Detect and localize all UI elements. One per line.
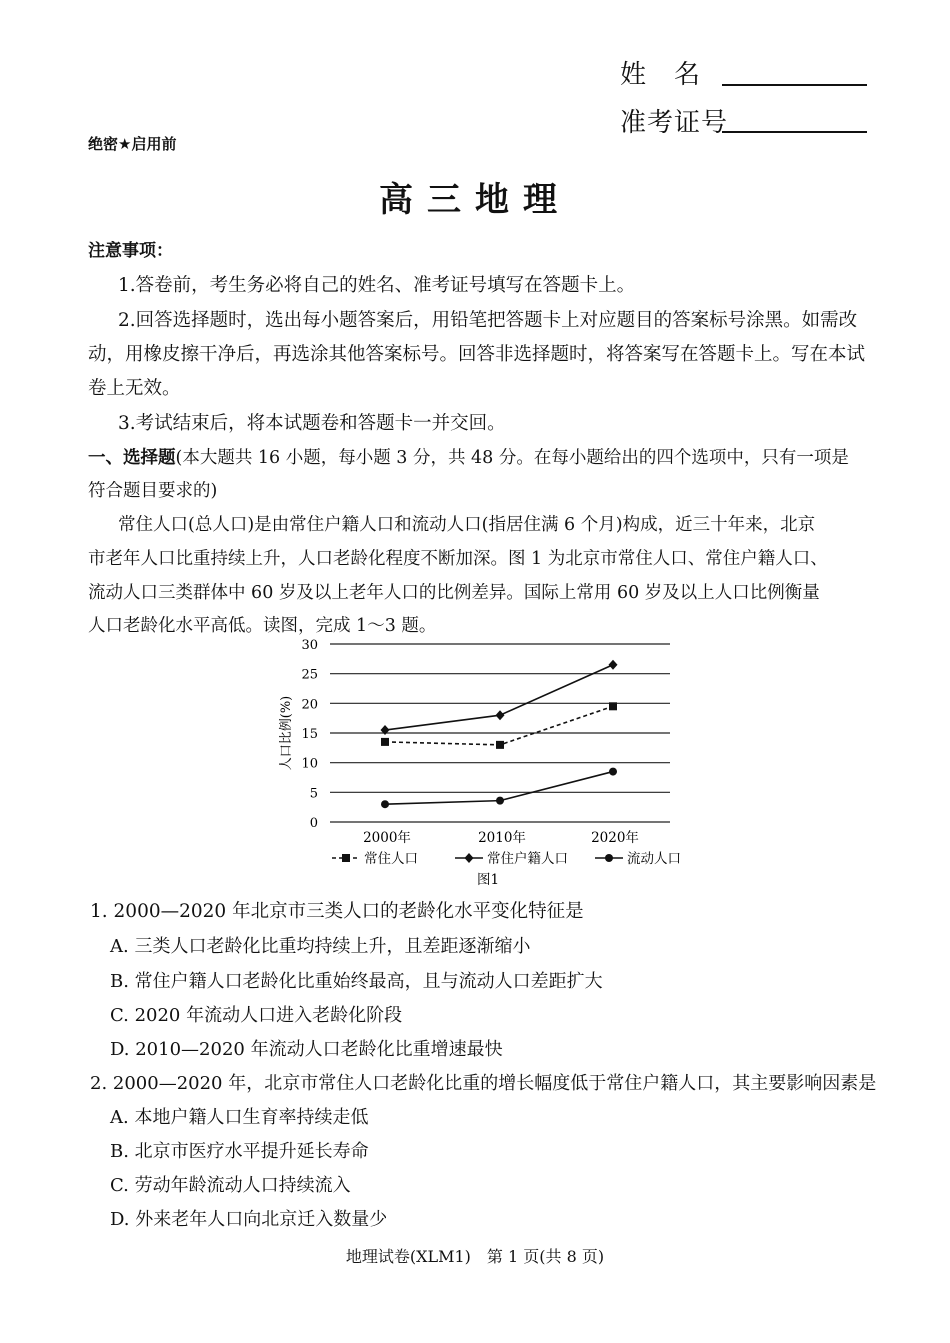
question-option[interactable]: D. 外来老年人口向北京迁入数量少 bbox=[110, 1209, 388, 1230]
y-tick-label: 30 bbox=[301, 638, 318, 653]
legend-label: 常住户籍人口 bbox=[487, 851, 568, 867]
question-option[interactable]: A. 三类人口老龄化比重均持续上升，且差距逐渐缩小 bbox=[110, 936, 531, 957]
series-line bbox=[385, 665, 613, 730]
question-option[interactable]: C. 劳动年龄流动人口持续流入 bbox=[110, 1175, 351, 1196]
page-title: 高三地理 bbox=[379, 180, 571, 220]
notice-item: 动，用橡皮擦干净后，再选涂其他答案标号。回答非选择题时，将答案写在答题卡上。写在本试 bbox=[88, 344, 866, 365]
exam-id-label: 准考证号 bbox=[620, 108, 729, 138]
y-tick-label: 15 bbox=[301, 727, 318, 742]
question-stem: 1. 2000—2020 年北京市三类人口的老龄化水平变化特征是 bbox=[90, 901, 584, 922]
passage-line: 常住人口(总人口)是由常住户籍人口和流动人口(指居住满 6 个月)构成，近三十年来，北京 bbox=[118, 515, 816, 535]
chart-caption: 图1 bbox=[476, 872, 500, 888]
section-heading bbox=[88, 444, 849, 469]
data-point bbox=[609, 768, 617, 776]
data-point bbox=[609, 660, 618, 670]
data-point bbox=[381, 800, 389, 808]
y-tick-label: 10 bbox=[301, 756, 318, 772]
x-tick-label: 2010年 bbox=[478, 830, 526, 846]
data-point bbox=[496, 797, 504, 805]
passage-line: 流动人口三类群体中 60 岁及以上老年人口的比例差异。国际上常用 60 岁及以上人口比例衡量 bbox=[88, 583, 820, 603]
question-stem: 2. 2000—2020 年，北京市常住人口老龄化比重的增长幅度低于常住户籍人口，其主要影响因素是 bbox=[90, 1073, 877, 1094]
notice-item: 卷上无效。 bbox=[88, 378, 181, 399]
name-label: 姓 名 bbox=[620, 60, 702, 90]
y-tick-label: 5 bbox=[309, 786, 318, 802]
legend-marker bbox=[342, 854, 350, 862]
notice-item: 2.回答选择题时，选出每小题答案后，用铅笔把答题卡上对应题目的答案标号涂黑。如需改 bbox=[118, 310, 858, 331]
section-title: 一、选择题 bbox=[88, 448, 176, 468]
section-desc-2: 符合题目要求的) bbox=[88, 481, 218, 501]
exam-id-field[interactable] bbox=[722, 131, 867, 133]
y-tick-label: 20 bbox=[301, 697, 318, 713]
question-option[interactable]: B. 常住户籍人口老龄化比重始终最高，且与流动人口差距扩大 bbox=[110, 971, 603, 992]
secret-label: 绝密★启用前 bbox=[88, 135, 177, 153]
x-tick-label: 2000年 bbox=[363, 830, 411, 846]
legend-marker bbox=[465, 853, 474, 863]
passage-line: 市老年人口比重持续上升，人口老龄化程度不断加深。图 1 为北京市常住人口、常住户籍人口、 bbox=[88, 549, 828, 569]
passage-line: 人口老龄化水平高低。读图，完成 1～3 题。 bbox=[88, 616, 437, 636]
population-aging-chart bbox=[270, 630, 690, 892]
notice-heading: 注意事项： bbox=[88, 241, 173, 261]
page-footer: 地理试卷(XLM1) 第 1 页(共 8 页) bbox=[345, 1247, 605, 1266]
data-point bbox=[496, 741, 504, 749]
section-desc: (本大题共 16 小题，每小题 3 分，共 48 分。在每小题给出的四个选项中，只有一项是 bbox=[175, 448, 849, 468]
y-tick-label: 0 bbox=[309, 816, 318, 831]
name-field[interactable] bbox=[722, 84, 867, 86]
question-option[interactable]: A. 本地户籍人口生育率持续走低 bbox=[110, 1107, 369, 1128]
data-point bbox=[609, 702, 617, 710]
question-option[interactable]: B. 北京市医疗水平提升延长寿命 bbox=[110, 1141, 369, 1162]
notice-item: 1.答卷前，考生务必将自己的姓名、准考证号填写在答题卡上。 bbox=[118, 275, 636, 296]
x-tick-label: 2020年 bbox=[591, 830, 639, 846]
legend-label: 流动人口 bbox=[627, 851, 681, 867]
question-option[interactable]: D. 2010—2020 年流动人口老龄化比重增速最快 bbox=[110, 1039, 503, 1060]
question-option[interactable]: C. 2020 年流动人口进入老龄化阶段 bbox=[110, 1005, 403, 1026]
y-tick-label: 25 bbox=[301, 667, 318, 683]
legend-label: 常住人口 bbox=[364, 851, 418, 867]
data-point bbox=[496, 710, 505, 720]
data-point bbox=[381, 738, 389, 746]
notice-item: 3.考试结束后，将本试题卷和答题卡一并交回。 bbox=[118, 413, 506, 434]
legend-marker bbox=[605, 854, 613, 862]
y-axis-label: 人口比例(%) bbox=[279, 695, 294, 771]
